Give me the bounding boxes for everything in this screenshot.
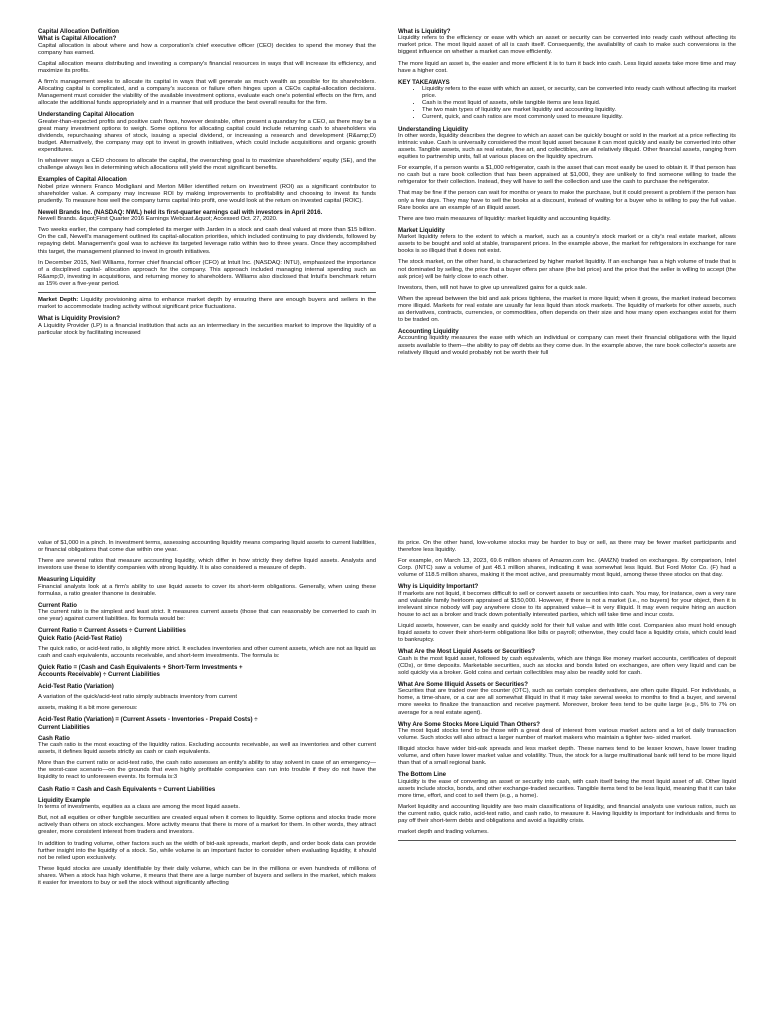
paragraph: market depth and trading volumes. — [398, 829, 489, 836]
section-heading: Current Ratio = Current Assets ÷ Current Liabilities — [38, 627, 186, 635]
paragraph: The more liquid an asset is, the easier and more efficient it is to turn it back into cash. Less liquid assets take more time and may have a higher cost. — [398, 60, 736, 74]
section-heading: Understanding Capital Allocation — [38, 111, 134, 119]
paragraph: In addition to trading volume, other factors such as the width of bid-ask spreads, market depth, and order book data can provide further insight into the liquidity of a stock. So, while volume is an important factor to consider when evaluating liquidity, it should not be relied upon exclusively. — [38, 840, 376, 861]
section-heading: Accounting Liquidity — [398, 328, 459, 336]
section-heading: Measuring Liquidity — [38, 576, 96, 584]
section-heading: What Are Some Illiquid Assets or Securities? — [398, 681, 528, 688]
divider — [398, 840, 736, 841]
paragraph: Market liquidity and accounting liquidity are two main classifications of liquidity, and financial analysts use various ratios, such as the current ratio, quick ratio, acid-test ratio, and cash ratio, to measure it. Having liquidity is important for individuals and firms to pay off their short-term debts and obligations and avoid a liquidity crisis. — [398, 804, 736, 825]
paragraph: The stock market, on the other hand, is characterized by higher market liquidity. If an exchange has a high volume of trade that is not dominated by selling, the price that a buyer offers per share (the bid price) and the price that the seller is willing to accept (the ask price) will be fairly close to each other. — [398, 259, 736, 280]
list-item: • Cash is the most liquid of assets, while tangible items are less liquid. — [422, 100, 736, 107]
section-heading: Why Are Some Stocks More Liquid Than Others? — [398, 720, 540, 728]
section-heading: Cash Ratio — [38, 734, 70, 742]
section-heading: Market Liquidity — [398, 226, 445, 234]
paragraph: For example, on March 13, 2023, 69.6 million shares of Amazon.com Inc. (AMZN) traded on exchanges. By comparison, Intel Corp. (INTC) saw a volume of just 48.1 million shares, indicating it was somewhat less liquid. But Ford Motor Co. (F) had a volume of 118.5 million shares, making it the most active, and presumably most liquid, among these three stocks on that day. — [398, 558, 736, 579]
section-heading: Current Ratio — [38, 601, 77, 609]
paragraph: The cash ratio is the most exacting of the liquidity ratios. Excluding accounts receivable, as well as inventories and other current assets, it defines liquid assets strictly as cash or cash equivalents. — [38, 742, 376, 756]
paragraph: A firm's management seeks to allocate its capital in ways that will generate as much wealth as possible for its shareholders. Allocating capital is complicated, and a company's success or failure often hinges upon a CEOs capital-allocation decisions. Management must consider the viability of the available investment options, evaluate each one's potential effects on the firm, and allocate the additional funds appropriately and in a manner that will produce the best overall results for the firm. — [38, 78, 376, 107]
paragraph: If markets are not liquid, it becomes difficult to sell or convert assets or securities into cash. You may, for instance, own a very rare and valuable family heirloom appraised at $150,000. However, if there is not a market (i.e., no buyers) for your object, then it is irrelevant since nobody will pay anywhere close to its appraised value—it is very illiquid. It may even require hiring an auction house to act as a broker and track down potentially interested parties, which will take time and incur costs. — [398, 590, 736, 619]
section-heading: Newell Brands Inc. (NASDAQ: NWL) held its first-quarter earnings call with investors in April 2016. — [38, 208, 323, 216]
paragraph: Nobel prize winners Franco Modigliani and Merton Miller identified return on investment (ROI) as a significant contributor to shareholder value. A company may increase ROI by making improvements to profitability and choosing to invest its funds prudently. To measure how well the company turns capital into profit, one would look at the return on invested capital (ROIC). — [38, 183, 376, 204]
column-left — [38, 28, 376, 498]
section-heading: Current Liabilities — [38, 723, 90, 731]
document-page-2 — [0, 512, 768, 1024]
section-heading: Capital Allocation Definition — [38, 28, 120, 35]
paragraph: assets, making it a bit more generous: — [38, 705, 138, 712]
column-right — [398, 28, 736, 498]
section-heading: Quick Ratio (Acid-Test Ratio) — [38, 634, 122, 642]
paragraph: Greater-than-expected profits and positive cash flows, however desirable, often present a quandary for a CEO, as there may be a great many investment options to weigh. Some options for allocating capital could include returning cash to shareholders via dividends, repurchasing shares of stock, issuing a special dividend, or increasing a research and development (R&amp;D) budget. Alternatively, the company may opt to invest in growth initiatives, which could include acquisitions and organic growth expenditures. — [38, 118, 376, 154]
section-heading: What Are the Most Liquid Assets or Securities? — [398, 648, 536, 656]
column-right — [398, 540, 736, 1010]
paragraph: The quick ratio, or acid-test ratio, is slightly more strict. It excludes inventories and other current assets, which are not as liquid as cash and cash equivalents, accounts receivable, and short-term investments. The formula is: — [38, 645, 376, 660]
paragraph: There are several ratios that measure accounting liquidity, which differ in how strictly they define liquid assets. Analysts and investors use these to identify companies with strong liquidity. It is also considered a measure of depth. — [38, 558, 376, 572]
paragraph: But, not all equities or other fungible securities are created equal when it comes to liquidity. Some options and stocks trade more actively than others on stock exchanges. More activity means that there is more of a market for them. In other words, they attract greater, more consistent interest from traders and investors. — [38, 815, 376, 836]
section-heading: KEY TAKEAWAYS — [398, 78, 450, 86]
paragraph: In December 2015, Neil Williams, former chief financial officer (CFO) at Intuit Inc. (NASDAQ: INTU), emphasized the importance of a disciplined capital- allocation approach for the company. This approach included managing internal spending such as R&amp;D, investing in acquisitions, and returning money to shareholders. Williams also disclosed that Intuit's benchmark return as 15% over a five-year period. — [38, 259, 376, 287]
paragraph: That may be fine if the person can wait for months or years to make the purchase, but it could present a problem if the person has only a few days. They may have to sell the books at a discount, instead of waiting for a buyer who is willing to pay the full value. Rare books are an example of an illiquid asset. — [398, 190, 736, 211]
paragraph: its price. On the other hand, low-volume stocks may be harder to buy or sell, as there may be fewer market participants and therefore less liquidity. — [398, 540, 736, 554]
paragraph: Two weeks earlier, the company had completed its merger with Jarden in a stock and cash deal valued at more than $15 billion. On the call, Newell's management outlined its capital-allocation priorities, which included continuing to pay dividends, followed by repaying debt. Management's goal was to achieve its targeted leverage ratio within two to three years. Once they accomplished this target, the management planned to invest in growth initiatives. — [38, 227, 376, 255]
paragraph: Securities that are traded over the counter (OTC), such as certain complex derivatives, are often quite illiquid. For individuals, a home, a time-share, or a car are all somewhat illiquid in that it may take several weeks to months to find a buyer, and several more weeks to finalize the transaction and receive payment. Moreover, broker fees tend to be quite large (e.g., 5% to 7% on average for a real estate agent). — [398, 688, 736, 716]
paragraph: Illiquid stocks have wider bid-ask spreads and less market depth. These names tend to be lesser known, have lower trading volume, and often have lower market value and volatility. Thus, the stock for a large multinational bank will tend to be more liquid than that of a small regional bank. — [398, 746, 736, 767]
paragraph: A variation of the quick/acid-test ratio simply subtracts inventory from current — [38, 694, 238, 701]
paragraph: Capital allocation means distributing and investing a company's financial resources in ways that will increase its efficiency, and maximize its profits. — [38, 60, 376, 74]
list-item: • Liquidity refers to the ease with which an asset, or security, can be converted into ready cash without affecting its market price. — [422, 86, 736, 100]
paragraph: Newell Brands. &quot;First Quarter 2016 Earnings Webcast.&quot; Accessed Oct. 27, 2020. — [38, 216, 278, 223]
term-definition: Liquidity provisioning aims to enhance market depth by ensuring there are enough buyers and sellers in the market to accommodate trading activity without significant price fluctuations. — [38, 297, 376, 311]
section-heading: Cash Ratio = Cash and Cash Equivalents ÷ Current Liabilities — [38, 785, 216, 793]
section-heading: Acid-Test Ratio (Variation) = (Current Assets - Inventories - Prepaid Costs) ÷ — [38, 716, 258, 724]
paragraph: Financial analysts look at a firm's ability to use liquid assets to cover its short-term obligations. Generally, when using these formulas, a ratio greater thanone is desirable. — [38, 583, 376, 597]
paragraph: The most liquid stocks tend to be those with a great deal of interest from various market actors and a lot of daily transaction volume. Such stocks will also attract a larger number of market makers who maintain a tighter two- sided market. — [398, 727, 736, 742]
term-label: Market Depth: — [38, 297, 79, 304]
paragraph: Market liquidity refers to the extent to which a market, such as a country's stock market or a city's real estate market, allows assets to be bought and sold at stable, transparent prices. In the example above, the market for refrigerators in exchange for rare books is so illiquid that it does not exist. — [398, 234, 736, 255]
paragraph: The current ratio is the simplest and least strict. It measures current assets (those that can reasonably be converted to cash in one year) against current liabilities. Its formula would be: — [38, 609, 376, 623]
section-heading: What is Capital Allocation? — [38, 35, 117, 43]
paragraph: Liquid assets, however, can be easily and quickly sold for their full value and with little cost. Companies also must hold enough liquid assets to cover their short-term obligations like bills or payroll; otherwise, they could face a liquidity crisis, which could lead to bankruptcy. — [398, 623, 736, 644]
section-heading: What is Liquidity Provision? — [38, 315, 120, 323]
paragraph: Liquidity is the ease of converting an asset or security into cash, with cash itself being the most liquid asset of all. Other liquid assets include stocks, bonds, and other exchange-traded securities. Tangible items tend to be less liquid, meaning that it can take more time, effort, and cost to sell them (e.g., a home). — [398, 778, 736, 799]
paragraph: Accounting liquidity measures the ease with which an individual or company can meet their financial obligations with the liquid assets available to them—the ability to pay off debts as they come due. In the example above, the rare book collector's assets are relatively illiquid and would probably not be worth their full — [398, 335, 736, 356]
paragraph: Capital allocation is about where and how a corporation's chief executive officer (CEO) decides to spend the money that the company has earned. — [38, 42, 376, 56]
paragraph: In terms of investments, equities as a class are among the most liquid assets. — [38, 804, 241, 811]
bullet-list — [398, 86, 736, 121]
list-item: • The two main types of liquidity are market liquidity and accounting liquidity. — [422, 107, 736, 114]
paragraph: In other words, liquidity describes the degree to which an asset can be quickly bought or sold in the market at a price reflecting its intrinsic value. Cash is universally considered the most liquid asset because it can most quickly and easily be converted into other assets. Tangible assets, such as real estate, fine art, and collectibles, are all relatively illiquid. Other financial assets, ranging from equities to partnership units, fall at various places on the liquidity spectrum. — [398, 132, 736, 161]
section-heading: Accounts Receivable) ÷ Current Liabilities — [38, 671, 160, 679]
column-left — [38, 540, 376, 1010]
paragraph: There are two main measures of liquidity: market liquidity and accounting liquidity. — [398, 215, 611, 222]
section-heading: Acid-Test Ratio (Variation) — [38, 682, 114, 690]
paragraph: When the spread between the bid and ask prices tightens, the market is more liquid; when it grows, the market instead becomes more illiquid. Markets for real estate are usually far less liquid than stock markets. The liquidity of markets for other assets, such as derivatives, contracts, currencies, or commodities, often depends on their size and how many open exchanges exist for them to be traded on. — [398, 295, 736, 324]
section-heading: Examples of Capital Allocation — [38, 176, 127, 184]
paragraph: For example, if a person wants a $1,000 refrigerator, cash is the asset that can most easily be used to obtain it. If that person has no cash but a rare book collection that has been appraised at $1,000, they are unlikely to find someone willing to trade the refrigerator for their collection. Instead, they will have to sell the collection and use the cash to purchase the refrigerator. — [398, 165, 736, 186]
paragraph: Cash is the most liquid asset, followed by cash equivalents, which are things like money market accounts, certificates of deposit (CDs), or time deposits. Marketable securities, such as stocks and bonds listed on exchanges, are often very liquid and can be sold quickly via a broker. Gold coins and certain collectibles may also be readily sold for cash. — [398, 655, 736, 676]
section-heading: Liquidity Example — [38, 796, 91, 804]
paragraph: A Liquidity Provider (LP) is a financial institution that acts as an intermediary in the securities market to improve the liquidity of a particular stock by facilitating increased — [38, 322, 376, 336]
section-heading: Why is Liquidity Important? — [398, 583, 479, 591]
section-heading: Quick Ratio = (Cash and Cash Equivalents + Short-Term Investments + — [38, 664, 243, 672]
list-item: • Current, quick, and cash ratios are most commonly used to measure liquidity. — [422, 114, 736, 121]
section-heading: The Bottom Line — [398, 771, 447, 779]
paragraph: Investors, then, will not have to give up unrealized gains for a quick sale. — [398, 284, 587, 291]
paragraph: These liquid stocks are usually identifiable by their daily volume, which can be in the millions or even hundreds of millions of shares. When a stock has high volume, it means that there are a large number of buyers and sellers in the market, which makes it easier for investors to buy or sell the stock without significantly affecting — [38, 865, 376, 886]
divider — [38, 292, 376, 293]
paragraph: More than the current ratio or acid-test ratio, the cash ratio assesses an entity's ability to stay solvent in case of an emergency—the worst-case scenario—on the grounds that even highly profitable companies can run into trouble if they do not have the liquidity to react to unforeseen events. Its formula is:3 — [38, 760, 376, 781]
section-heading: Understanding Liquidity — [398, 125, 469, 133]
section-heading: What is Liquidity? — [398, 28, 451, 35]
paragraph: In whatever ways a CEO chooses to allocate the capital, the overarching goal is to maximize shareholders' equity (SE), and the challenge always lies in determining which allocations will yield the most significant benefits. — [38, 158, 376, 172]
paragraph: Liquidity refers to the efficiency or ease with which an asset or security can be converted into ready cash without affecting its market price. The most liquid asset of all is cash itself. Consequently, the availability of cash to make such conversions is the biggest influence on whether a market can move efficiently. — [398, 35, 736, 56]
paragraph: value of $1,000 in a pinch. In investment terms, assessing accounting liquidity means comparing liquid assets to current liabilities, or financial obligations that come due within one year. — [38, 540, 376, 554]
paragraph — [38, 297, 376, 311]
